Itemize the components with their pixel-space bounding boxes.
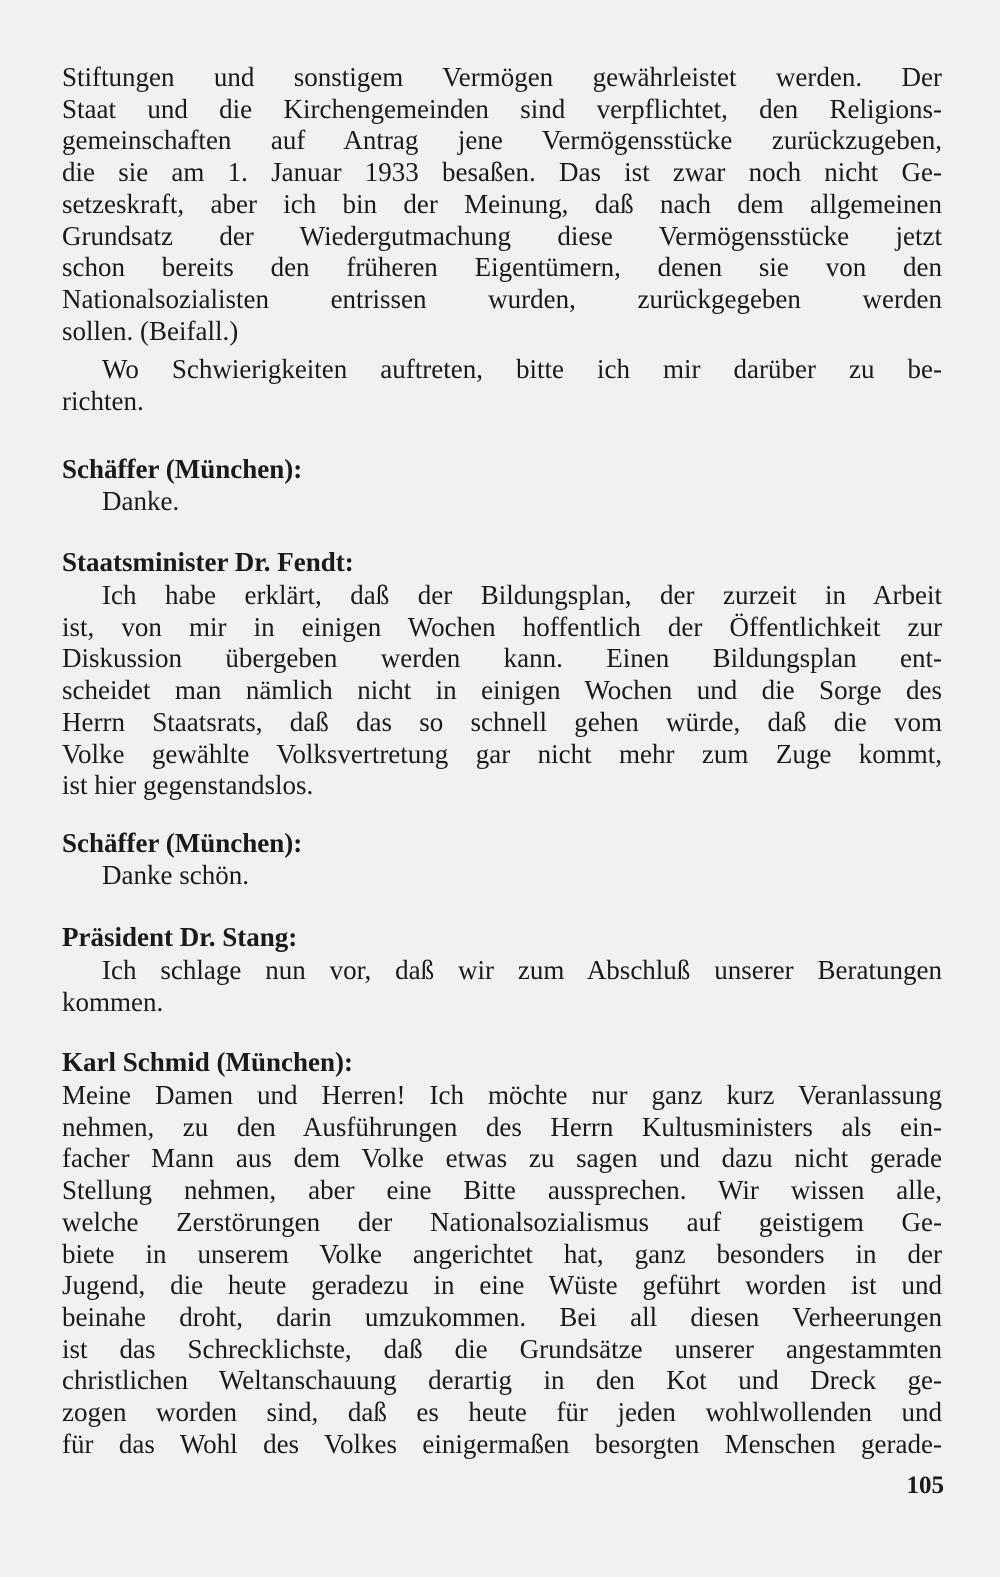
speaker-name: Präsident Dr. Stang: bbox=[62, 922, 298, 952]
text-line: scheidet man nämlich nicht in einigen Wochen und die Sorge des bbox=[62, 675, 942, 706]
speaker-heading bbox=[62, 547, 942, 578]
text-line: facher Mann aus dem Volke etwas zu sagen und dazu nicht gerade bbox=[62, 1143, 942, 1174]
text-line: gemeinschaften auf Antrag jene Vermögensstücke zurückzugeben, bbox=[62, 125, 942, 156]
speaker-heading bbox=[62, 454, 942, 485]
text-line: Danke. bbox=[102, 486, 180, 516]
text-line: Meine Damen und Herren! Ich möchte nur ganz kurz Veranlassung bbox=[62, 1080, 942, 1110]
text-line: Ich habe erklärt, daß der Bildungsplan, der zurzeit in Arbeit bbox=[102, 580, 942, 610]
paragraph bbox=[62, 354, 942, 417]
paragraph-continuation bbox=[62, 62, 942, 347]
text-line: richten. bbox=[62, 385, 144, 416]
text-line: kommen. bbox=[62, 986, 164, 1017]
text-line: ist hier gegenstandslos. bbox=[62, 770, 314, 801]
text-line: nehmen, zu den Ausführungen des Herrn Kultusministers als ein- bbox=[62, 1111, 942, 1142]
text-line: Staat und die Kirchengemeinden sind verpflichtet, den Religions- bbox=[62, 93, 942, 124]
speaker-name: Karl Schmid (München): bbox=[62, 1047, 354, 1077]
paragraph bbox=[62, 860, 942, 892]
text-line: zogen worden sind, daß es heute für jeden wohlwollenden und bbox=[62, 1397, 942, 1428]
speaker-heading bbox=[62, 1047, 942, 1078]
text-line: Stiftungen und sonstigem Vermögen gewährleistet werden. Der bbox=[62, 62, 942, 92]
text-line: Ich schlage nun vor, daß wir zum Abschluß unserer Beratungen bbox=[102, 955, 942, 985]
text-line: ist das Schrecklichste, daß die Grundsätze unserer angestammten bbox=[62, 1333, 942, 1364]
text-line: beinahe droht, darin umzukommen. Bei all diesen Verheerungen bbox=[62, 1301, 942, 1332]
text-line: Nationalsozialisten entrissen wurden, zurückgegeben werden bbox=[62, 283, 942, 314]
text-line: Jugend, die heute geradezu in eine Wüste geführt worden ist und bbox=[62, 1270, 942, 1301]
speaker-name: Staatsminister Dr. Fendt: bbox=[62, 547, 354, 577]
text-line: für das Wohl des Volkes einigermaßen besorgten Menschen gerade- bbox=[62, 1428, 942, 1459]
speaker-heading bbox=[62, 922, 942, 953]
text-line: christlichen Weltanschauung derartig in den Kot und Dreck ge- bbox=[62, 1365, 942, 1396]
text-line: sollen. (Beifall.) bbox=[62, 315, 239, 346]
text-line: Danke schön. bbox=[102, 860, 249, 890]
speaker-heading bbox=[62, 828, 942, 859]
speaker-name: Schäffer (München): bbox=[62, 828, 303, 858]
text-line: Volke gewählte Volksvertretung gar nicht mehr zum Zuge kommt, bbox=[62, 738, 942, 769]
text-line: Stellung nehmen, aber eine Bitte aussprechen. Wir wissen alle, bbox=[62, 1175, 942, 1206]
text-line: Grundsatz der Wiedergutmachung diese Vermögensstücke jetzt bbox=[62, 220, 942, 251]
text-line: setzeskraft, aber ich bin der Meinung, daß nach dem allgemeinen bbox=[62, 188, 942, 219]
paragraph bbox=[62, 580, 942, 802]
text-line: ist, von mir in einigen Wochen hoffentlich der Öffentlichkeit zur bbox=[62, 611, 942, 642]
text-line: schon bereits den früheren Eigentümern, denen sie von den bbox=[62, 252, 942, 283]
paragraph bbox=[62, 486, 942, 518]
text-line: die sie am 1. Januar 1933 besaßen. Das ist zwar noch nicht Ge- bbox=[62, 157, 942, 188]
paragraph bbox=[62, 955, 942, 1018]
speaker-name: Schäffer (München): bbox=[62, 454, 303, 484]
text-line: welche Zerstörungen der Nationalsozialismus auf geistigem Ge- bbox=[62, 1206, 942, 1237]
text-line: Diskussion übergeben werden kann. Einen Bildungsplan ent- bbox=[62, 643, 942, 674]
text-line: Herrn Staatsrats, daß das so schnell gehen würde, daß die vom bbox=[62, 706, 942, 737]
text-line: Wo Schwierigkeiten auftreten, bitte ich mir darüber zu be- bbox=[102, 354, 942, 384]
text-line: biete in unserem Volke angerichtet hat, ganz besonders in der bbox=[62, 1238, 942, 1269]
page-number: 105 bbox=[906, 1472, 944, 1499]
paragraph bbox=[62, 1080, 942, 1460]
